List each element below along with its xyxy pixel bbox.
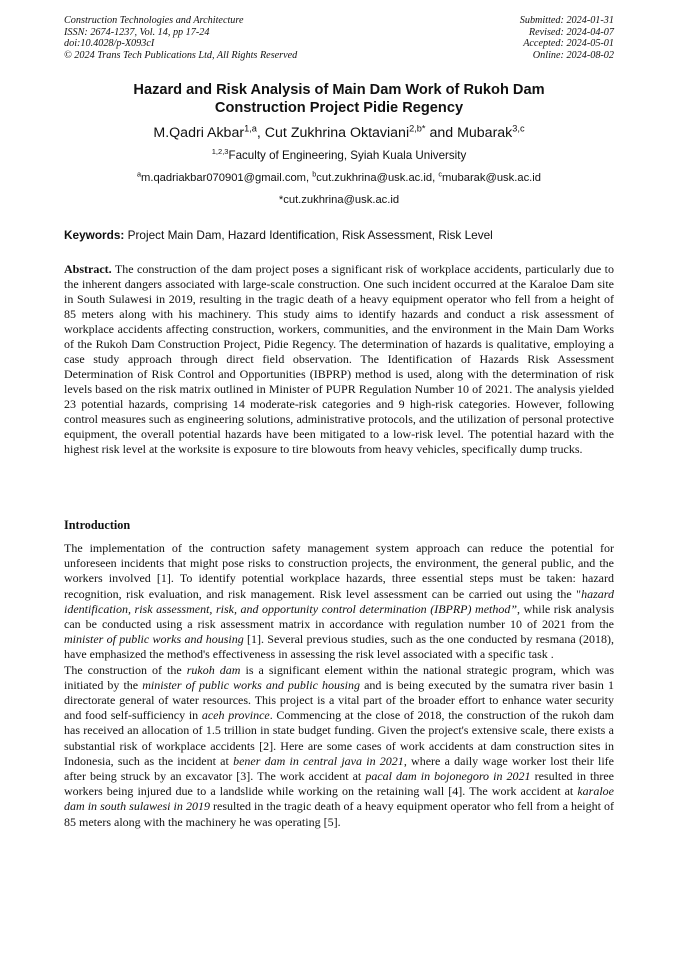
abstract-label: Abstract. — [64, 262, 112, 276]
intro-p2-italic-6: karaloe dam in south sulawesi in 2019 — [64, 784, 614, 814]
journal-header-right — [520, 15, 614, 61]
author-emails — [30, 171, 648, 185]
email-b: cut.zukhrina@usk.ac.id, — [316, 172, 439, 184]
author-3-sup: 3,c — [512, 123, 525, 134]
affiliation — [40, 149, 638, 163]
affiliation-sup: 1,2,3 — [211, 147, 229, 157]
intro-p2-text-7: resulted in the tragic death of a heavy equipment operator who fell from a height of 85 meters along with the machinery he was operating [5]. — [64, 799, 614, 829]
author-1-sup: 1,a — [244, 123, 257, 134]
email-c: mubarak@usk.ac.id — [441, 172, 541, 184]
online-date: Online: 2024-08-02 — [532, 49, 614, 61]
email-a: m.qadriakbar070901@gmail.com, — [141, 172, 313, 184]
intro-p1-italic-2: minister of public works and housing — [64, 632, 244, 647]
title-line-2: Construction Project Pidie Regency — [214, 100, 464, 116]
section-heading-introduction: Introduction — [64, 518, 131, 532]
intro-p1-italic-1: hazard identification, risk assessment, risk, and opportunity control determination (IBPRP) method” — [64, 586, 614, 616]
submitted-date: Submitted: 2024-01-31 — [519, 15, 614, 26]
introduction-body — [64, 541, 614, 830]
intro-p2-text-6: resulted in three workers being injured due to a landslide while working on the retaining wall [4]. The work accident at — [64, 769, 614, 799]
title-line-1: Hazard and Risk Analysis of Main Dam Work of Rukoh Dam — [133, 82, 545, 98]
email-a-sup: a — [136, 169, 142, 179]
abstract-text: The construction of the dam project poses a significant risk of workplace accidents, particularly due to the inherent dangers associated with large-scale construction. One such incident occurred at the Karaloe Dam site in South Sulawesi in 2019, resulting in the tragic death of a heavy equipment operator who fell from a height of 85 meters along with his machinery. This study aims to identify hazards and conduct a risk assessment of workplace accidents affecting construction, workers, communities, and the environment in the Main Dam Works of the Rukoh Dam Construction Project, Pidie Regency. The determination of hazards is qualitative, employing a case study approach through direct field observation. The Identification of Hazards Risk Assessment Determination of Risk Control and Opportunities (IBPRP) method is used, along with the determination of risk levels based on the risk matrix outlined in Minister of PUPR Regulation Number 10 of 2021. The analysis yielded 23 potential hazards, comprising 14 moderate-risk categories and 9 high-risk categories. However, following control measures such as engineering solutions, administrative protocols, and the utilization of personal protective equipment, the overall potential hazards have been mitigated to a low-risk level. The potential hazard with the highest risk level at the worksite is exposure to tire blowouts from heavy vehicles, specifically dump trucks. — [64, 262, 614, 456]
abstract — [64, 262, 614, 457]
intro-p1-text-1: The implementation of the contruction safety management system approach can reduce the potential for unforeseen incidents that might pose risks to construction projects, the environment, the general public, and the workers involved [1]. To identify potential workplace hazards, three essential steps must be taken: hazard recognition, risk evaluation, and risk management. Risk level assessment can be carried out using the " — [64, 541, 614, 601]
intro-paragraph-2 — [64, 663, 614, 830]
intro-p2-italic-5: pacal dam in bojonegoro in 2021 — [365, 769, 531, 784]
doi-line: doi:10.4028/p-X093cI — [64, 38, 155, 50]
intro-paragraph-1 — [64, 541, 614, 663]
intro-p2-italic-3: aceh province — [201, 708, 270, 723]
revised-date: Revised: 2024-04-07 — [528, 26, 614, 38]
accepted-date: Accepted: 2024-05-01 — [523, 38, 614, 50]
issn-line: ISSN: 2674-1237, Vol. 14, pp 17-24 — [64, 26, 210, 38]
author-list — [40, 124, 638, 142]
intro-p2-italic-2: minister of public works and public housing — [142, 677, 360, 692]
intro-p2-italic-1: rukoh dam — [186, 662, 241, 677]
keywords — [64, 228, 624, 242]
copyright-line: © 2024 Trans Tech Publications Ltd, All Rights Reserved — [64, 49, 298, 61]
intro-p2-italic-4: bener dam in central java in 2021 — [233, 753, 404, 768]
journal-header-left — [64, 15, 297, 61]
author-2-sup: 2,b* — [409, 123, 426, 134]
author-sep-2: and — [425, 125, 458, 141]
author-1: M.Qadri Akbar — [153, 125, 245, 141]
author-sep-1: , — [256, 125, 265, 141]
author-3: Mubarak — [457, 125, 513, 141]
journal-name: Construction Technologies and Architecture — [64, 15, 244, 26]
paper-title — [60, 81, 618, 117]
author-2: Cut Zukhrina Oktaviani — [264, 125, 410, 141]
keywords-text: Project Main Dam, Hazard Identification, Risk Assessment, Risk Level — [124, 228, 493, 242]
intro-p1-text-3: [1]. Several previous studies, such as the one conducted by resmana (2018), have emphasized the method's effectiveness in assessing the risk level associated with a specific task . — [64, 632, 614, 662]
intro-p2-text-5: , where a daily wage worker lost their life after being struck by an excavator [3]. The work accident at — [64, 753, 614, 784]
email-b-sup: b — [312, 169, 317, 179]
intro-p2-text-1: The construction of the — [64, 662, 187, 677]
intro-p2-text-2: is a significant element within the national strategic program, which was initiated by the — [64, 662, 614, 692]
email-c-sup: c — [438, 169, 442, 179]
intro-p2-text-4: . Commencing at the close of 2018, the construction of the rukoh dam has received an allocation of 1.5 trillion in state budget funding. Given the project's extensive scale, there exists a substantial risk of workplace accidents [2]. Here are some cases of work accidents at dam construction sites in Indonesia, such as the incident at — [64, 708, 614, 768]
corresponding-email: *cut.zukhrina@usk.ac.id — [278, 194, 400, 206]
keywords-label: Keywords: — [64, 228, 125, 242]
intro-p1-text-2: , while risk analysis can be conducted using a risk assessment matrix in accordance with regulation number 10 of 2021 from the — [64, 601, 614, 632]
affiliation-text: Faculty of Engineering, Syiah Kuala University — [228, 149, 467, 162]
intro-p2-text-3: and is being executed by the sumatra river basin 1 directorate general of water resources. This project is a vital part of the broader effort to enhance water security and food self-sufficiency in — [64, 677, 614, 723]
